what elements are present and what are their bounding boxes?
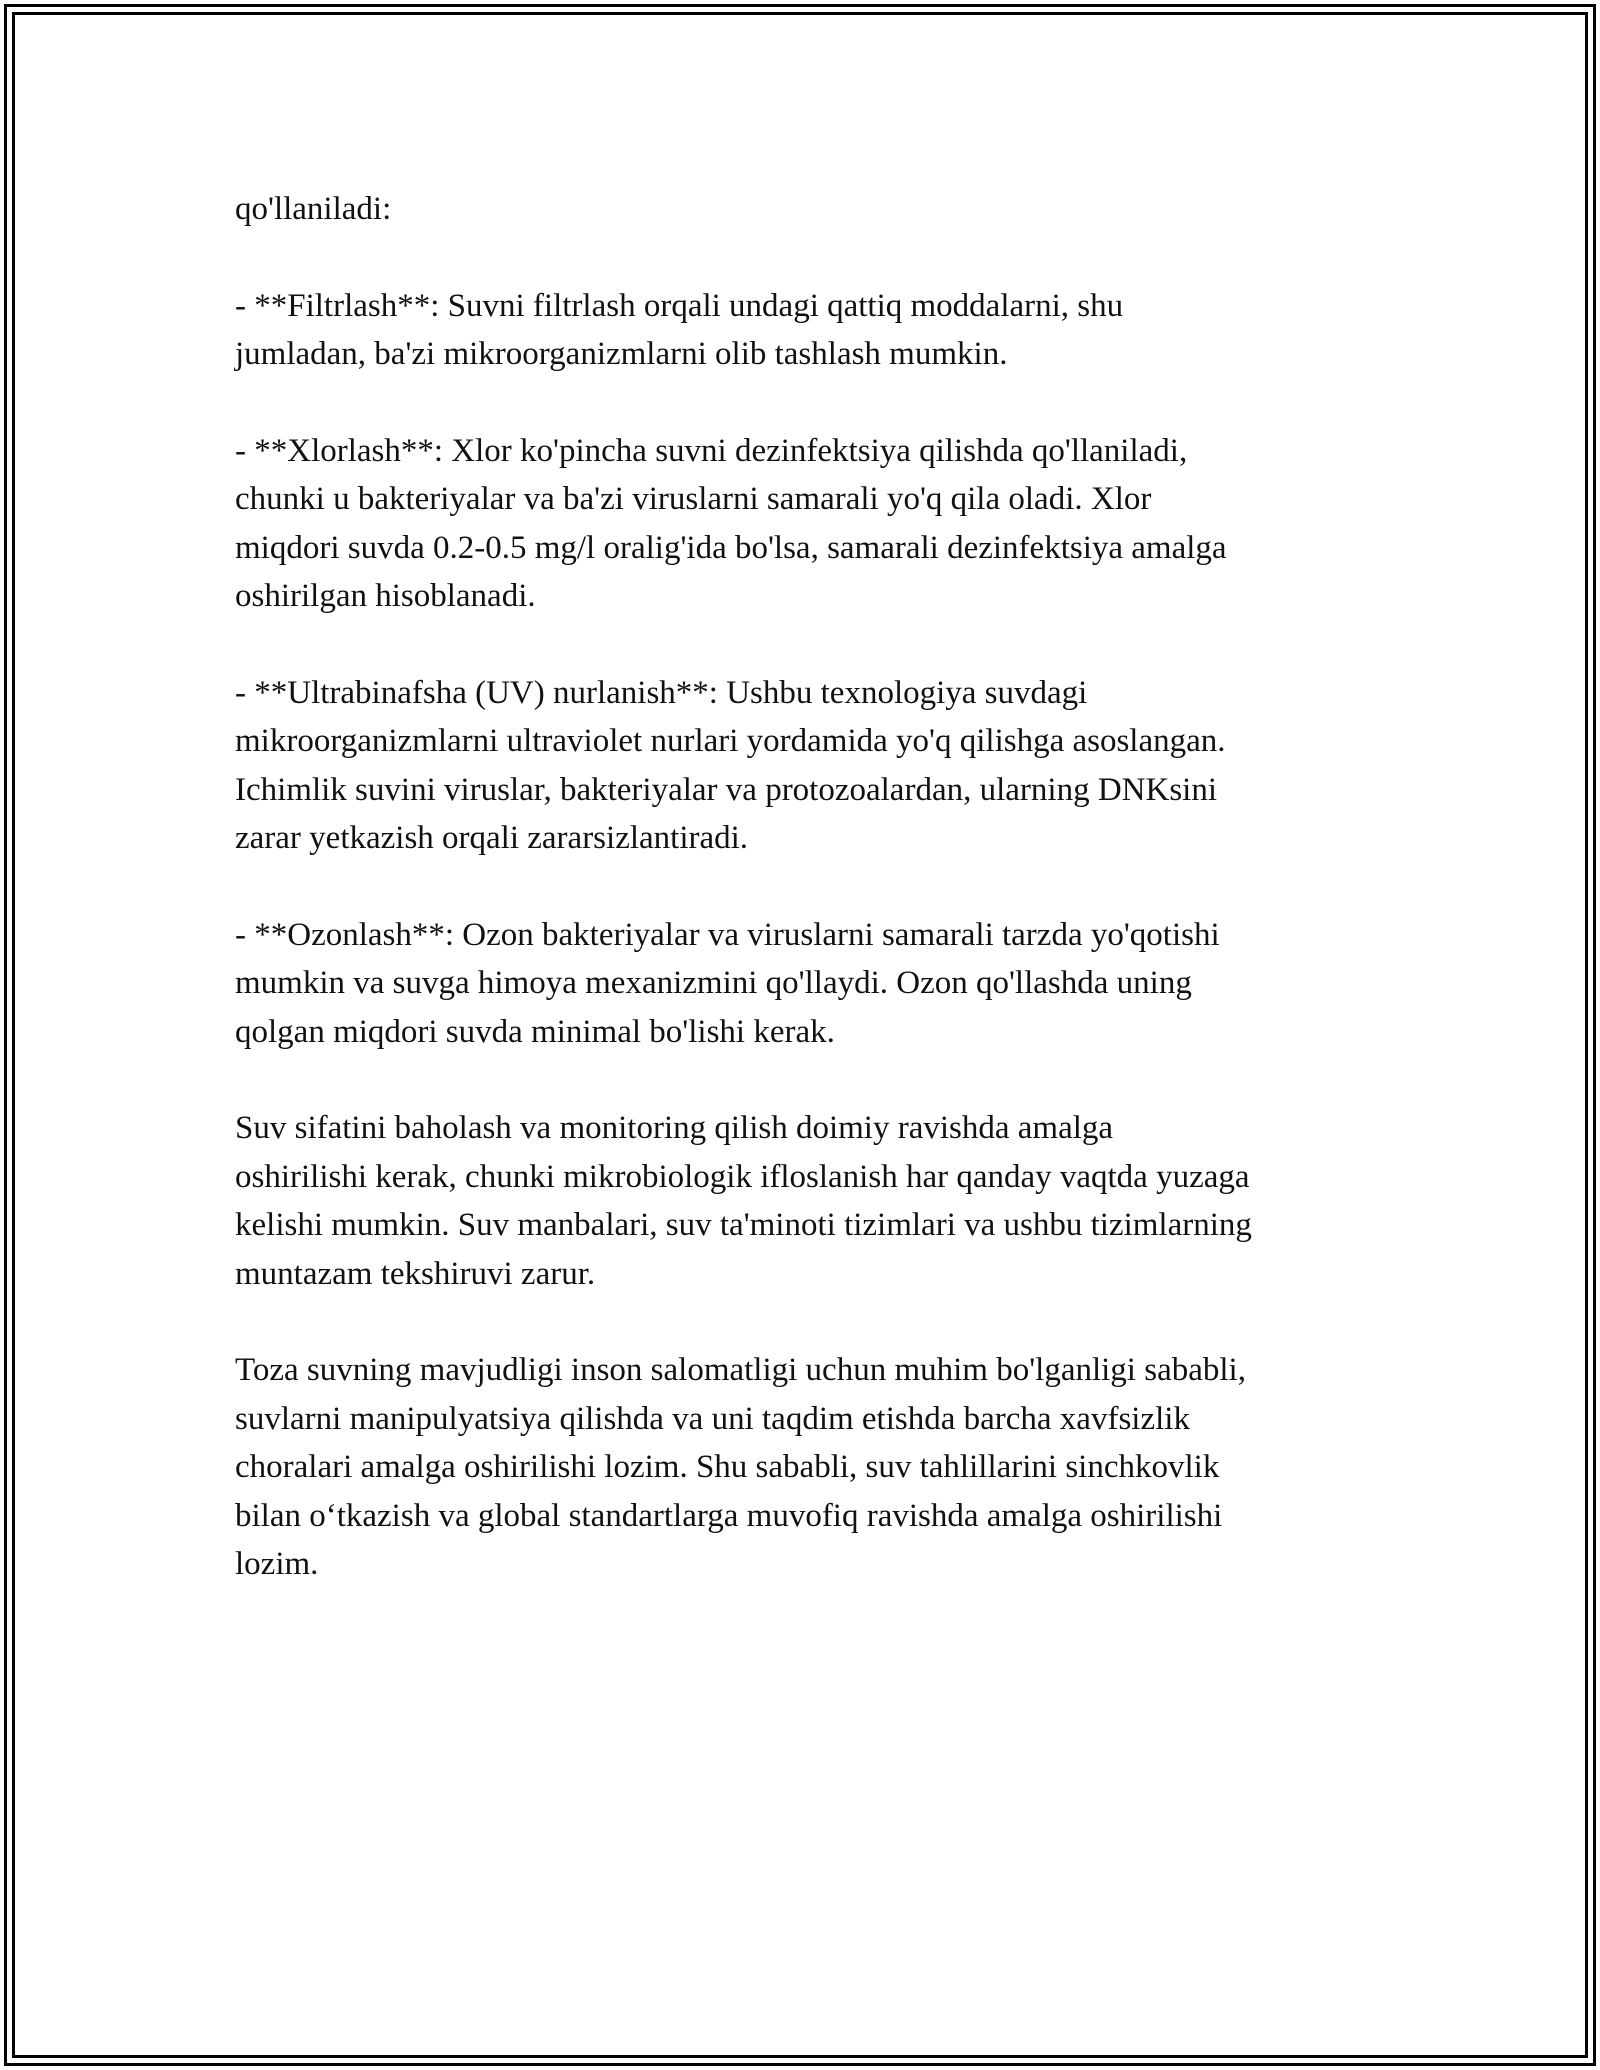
paragraph-xlorlash: - **Xlorlash**: Xlor ko'pincha suvni dezinfektsiya qilishda qo'llaniladi, chunki u bakteriyalar va ba'zi viruslarni samarali yo'q qila oladi. Xlor miqdori suvda 0.2-0.5 mg/l oralig'ida bo'lsa, samarali dezinfektsiya amalga oshirilgan hisoblanadi.	[235, 432, 1227, 614]
paragraph-filtrlash: - **Filtrlash**: Suvni filtrlash orqali undagi qattiq moddalarni, shu jumladan, ba'zi mikroorganizmlarni olib tashlash mumkin.	[235, 287, 1124, 372]
document-body	[235, 185, 1385, 1637]
paragraph-conclusion: Toza suvning mavjudligi inson salomatligi uchun muhim bo'lganligi sababli, suvlarni manipulyatsiya qilishda va uni taqdim etishda barcha xavfsizlik choralari amalga oshirilishi lozim. Shu sababli, suv tahlillarini sinchkovlik bilan o‘tkazish va global standartlarga muvofiq ravishda amalga oshirilishi lozim.	[235, 1352, 1246, 1582]
paragraph-ultrabinafsha: - **Ultrabinafsha (UV) nurlanish**: Ushbu texnologiya suvdagi mikroorganizmlarni ultraviolet nurlari yordamida yo'q qilishga asoslangan. Ichimlik suvini viruslar, bakteriyalar va protozoalardan, ularning DNKsini zarar yetkazish orqali zararsizlantiradi.	[235, 674, 1226, 856]
paragraph-ozonlash: - **Ozonlash**: Ozon bakteriyalar va viruslarni samarali tarzda yo'qotishi mumkin va suvga himoya mexanizmini qo'llaydi. Ozon qo'llashda uning qolgan miqdori suvda minimal bo'lishi kerak.	[235, 916, 1220, 1050]
paragraph-intro: qo'llaniladi:	[235, 191, 392, 227]
paragraph-monitoring: Suv sifatini baholash va monitoring qilish doimiy ravishda amalga oshirilishi kerak, chunki mikrobiologik ifloslanish har qanday vaqtda yuzaga kelishi mumkin. Suv manbalari, suv ta'minoti tizimlari va ushbu tizimlarning muntazam tekshiruvi zarur.	[235, 1110, 1252, 1292]
